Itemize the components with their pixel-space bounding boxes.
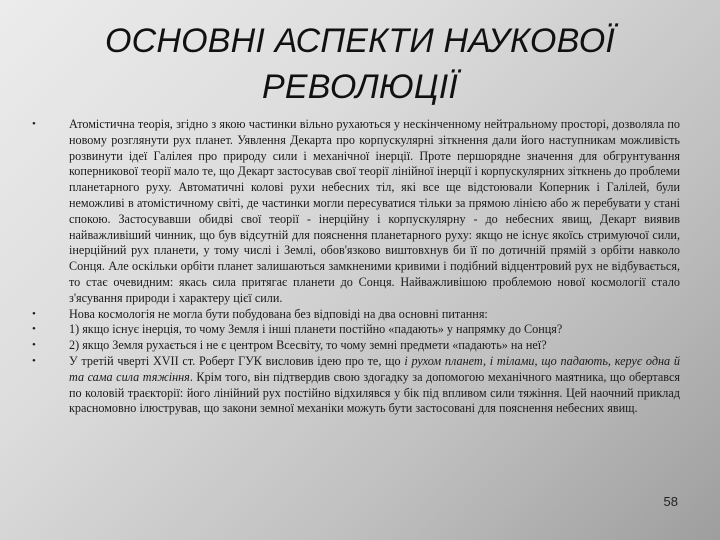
bullet-marker: •	[32, 354, 36, 367]
bullet-marker: •	[32, 339, 36, 352]
bullet-text-before: У третій чверті XVII ст. Роберт ГУК висловив ідею про те, що	[69, 353, 405, 368]
bullet-text: 2) якщо Земля рухається і не є центром Всесвіту, то чому земні предмети «падають» на неї?	[69, 338, 547, 353]
bullet-text: Нова космологія не могла бути побудована без відповіді на два основні питання:	[69, 306, 488, 321]
slide-title-line-2: РЕВОЛЮЦІЇ	[261, 68, 459, 106]
bullet-list	[32, 117, 680, 417]
bullet-marker: •	[32, 118, 36, 130]
bullet-text-italic: і рухом планет, і тілами, що падають, керує одна й та сама сила тяжіння	[69, 353, 680, 384]
bullet-text-after: . Крім того, він підтвердив свою здогадку за допомогою механічного маятника, що обертався по коловій траєкторії: його лінійний рух постійно відхилявся у бік під впливом сили тяжіння. Цей наочний приклад красномовно ілюстрував, що закони земної механіки можуть бути застосовані для пояснення небесних явищ.	[69, 369, 680, 416]
bullet-item-two-questions	[32, 307, 680, 323]
bullet-item-atomistic-theory	[32, 117, 680, 307]
slide-title-line-1: ОСНОВНІ АСПЕКТИ НАУКОВОЇ	[104, 22, 615, 60]
bullet-marker: •	[32, 307, 36, 320]
bullet-text: Атомістична теорія, згідно з якою частинки вільно рухаються у нескінченному нейтральному просторі, дозволяла по новому розглянути рух планет. Уявлення Декарта про корпускулярні зіткнення дали його наступникам можливість розвинути ідеї Галілея про природу сили і механічної інерції. Проте першорядне значення для обгрунтування коперникової теорії мало те, що Декарт застосував свої теорії лінійної інерції і корпускулярних зіткнень до проблеми планетарного руху. Автоматичні колові рухи небесних тіл, які все ще відстоювали Коперник і Галілей, були неможливі в атомістичному світі, де частинки могли пересуватися тільки за прямою лінією або ж перебувати у стані спокою. Застосувавши обидві свої теорії - інерційну і корпускулярну - до небесних явищ, Декарт виявив найважливіший чинник, що був відсутній для пояснення планетарного руху: якщо не існує якоїсь стримуючої сили, інерційний рух планети, у тому числі і Землі, обов'язково виштовхнув би її по дотичній прямій з орбіти навколо Сонця. Але оскільки орбіти планет залишаються замкненими кривими і подібний відцентровий рух не відбувається, то стає очевидним: якась сила притягає планети до Сонця. Найважливішою проблемою нової космології стало з'ясування природи і характеру цієї сили.	[69, 117, 680, 305]
slide-title	[40, 18, 680, 110]
page-number: 58	[663, 494, 678, 509]
bullet-item-hooke	[32, 354, 680, 417]
bullet-marker: •	[32, 323, 36, 336]
bullet-item-question-2	[32, 338, 680, 354]
bullet-text: 1) якщо існує інерція, то чому Земля і інші планети постійно «падають» у напрямку до Сонця?	[69, 322, 563, 337]
bullet-item-question-1	[32, 322, 680, 338]
